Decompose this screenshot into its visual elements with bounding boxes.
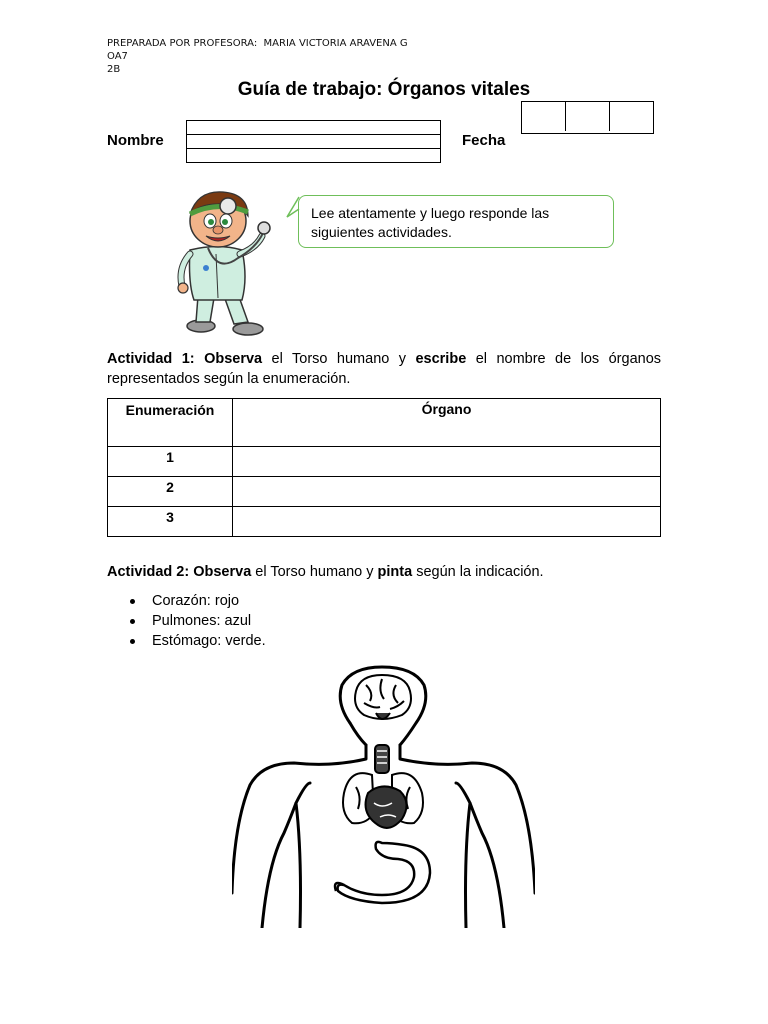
- table-cell-number: 3: [108, 507, 233, 537]
- table-row: [108, 477, 661, 507]
- grade-code: 2B: [107, 64, 121, 75]
- activity-1-label: Actividad 1:: [107, 351, 195, 367]
- human-torso-icon: [232, 663, 535, 928]
- name-field-line[interactable]: [187, 149, 440, 163]
- objective-code: OA7: [107, 51, 128, 62]
- date-field[interactable]: [521, 101, 654, 134]
- color-instruction-list: [130, 591, 266, 651]
- table-cell-organ-answer[interactable]: [233, 447, 661, 477]
- doctor-icon: [168, 188, 278, 343]
- name-field[interactable]: [186, 120, 441, 163]
- list-item: Pulmones: azul: [130, 611, 266, 631]
- prepared-by-text: PREPARADA POR PROFESORA: MARIA VICTORIA ARAVENA G: [107, 38, 408, 49]
- activity-2-text-b: según la indicación.: [412, 564, 544, 580]
- table-cell-number: 2: [108, 477, 233, 507]
- table-row: [108, 507, 661, 537]
- name-field-line[interactable]: [187, 121, 440, 135]
- speech-bubble: [298, 195, 614, 248]
- name-label: Nombre: [107, 132, 164, 149]
- activity-1-text-a: el Torso humano y: [262, 351, 416, 367]
- activity-2-label: Actividad 2:: [107, 564, 190, 580]
- activity-2-verb-observe: Observa: [193, 564, 252, 580]
- page-title-text: Guía de trabajo: Órganos vitales: [237, 79, 531, 100]
- date-day-box[interactable]: [522, 102, 566, 131]
- activity-1-verb-write: escribe: [415, 351, 467, 367]
- table-cell-organ-answer[interactable]: [233, 507, 661, 537]
- activity-2-instruction: [107, 562, 661, 582]
- page-title: [0, 79, 768, 101]
- activity-1-text-b: el nombre de los órganos representados según la enumeración.: [107, 351, 662, 387]
- speech-bubble-text: Lee atentamente y luego responde las siguientes actividades.: [311, 205, 550, 240]
- list-item: Corazón: rojo: [130, 591, 266, 611]
- organ-table: [107, 398, 661, 537]
- name-field-line[interactable]: [187, 135, 440, 149]
- activity-1-verb-observe: Observa: [204, 351, 263, 367]
- table-row: [108, 447, 661, 477]
- table-cell-organ-answer[interactable]: [233, 477, 661, 507]
- date-month-box[interactable]: [566, 102, 610, 131]
- list-item: Estómago: verde.: [130, 631, 266, 651]
- activity-1-instruction: [107, 349, 661, 389]
- activity-2-verb-paint: pinta: [377, 564, 413, 580]
- date-year-box[interactable]: [610, 102, 653, 131]
- date-label: Fecha: [462, 132, 506, 149]
- header-block: [107, 37, 408, 76]
- table-cell-number: 1: [108, 447, 233, 477]
- table-header-enumeration: Enumeración: [108, 399, 233, 447]
- activity-2-text-a: el Torso humano y: [251, 564, 378, 580]
- table-header-organ: Órgano: [233, 399, 661, 447]
